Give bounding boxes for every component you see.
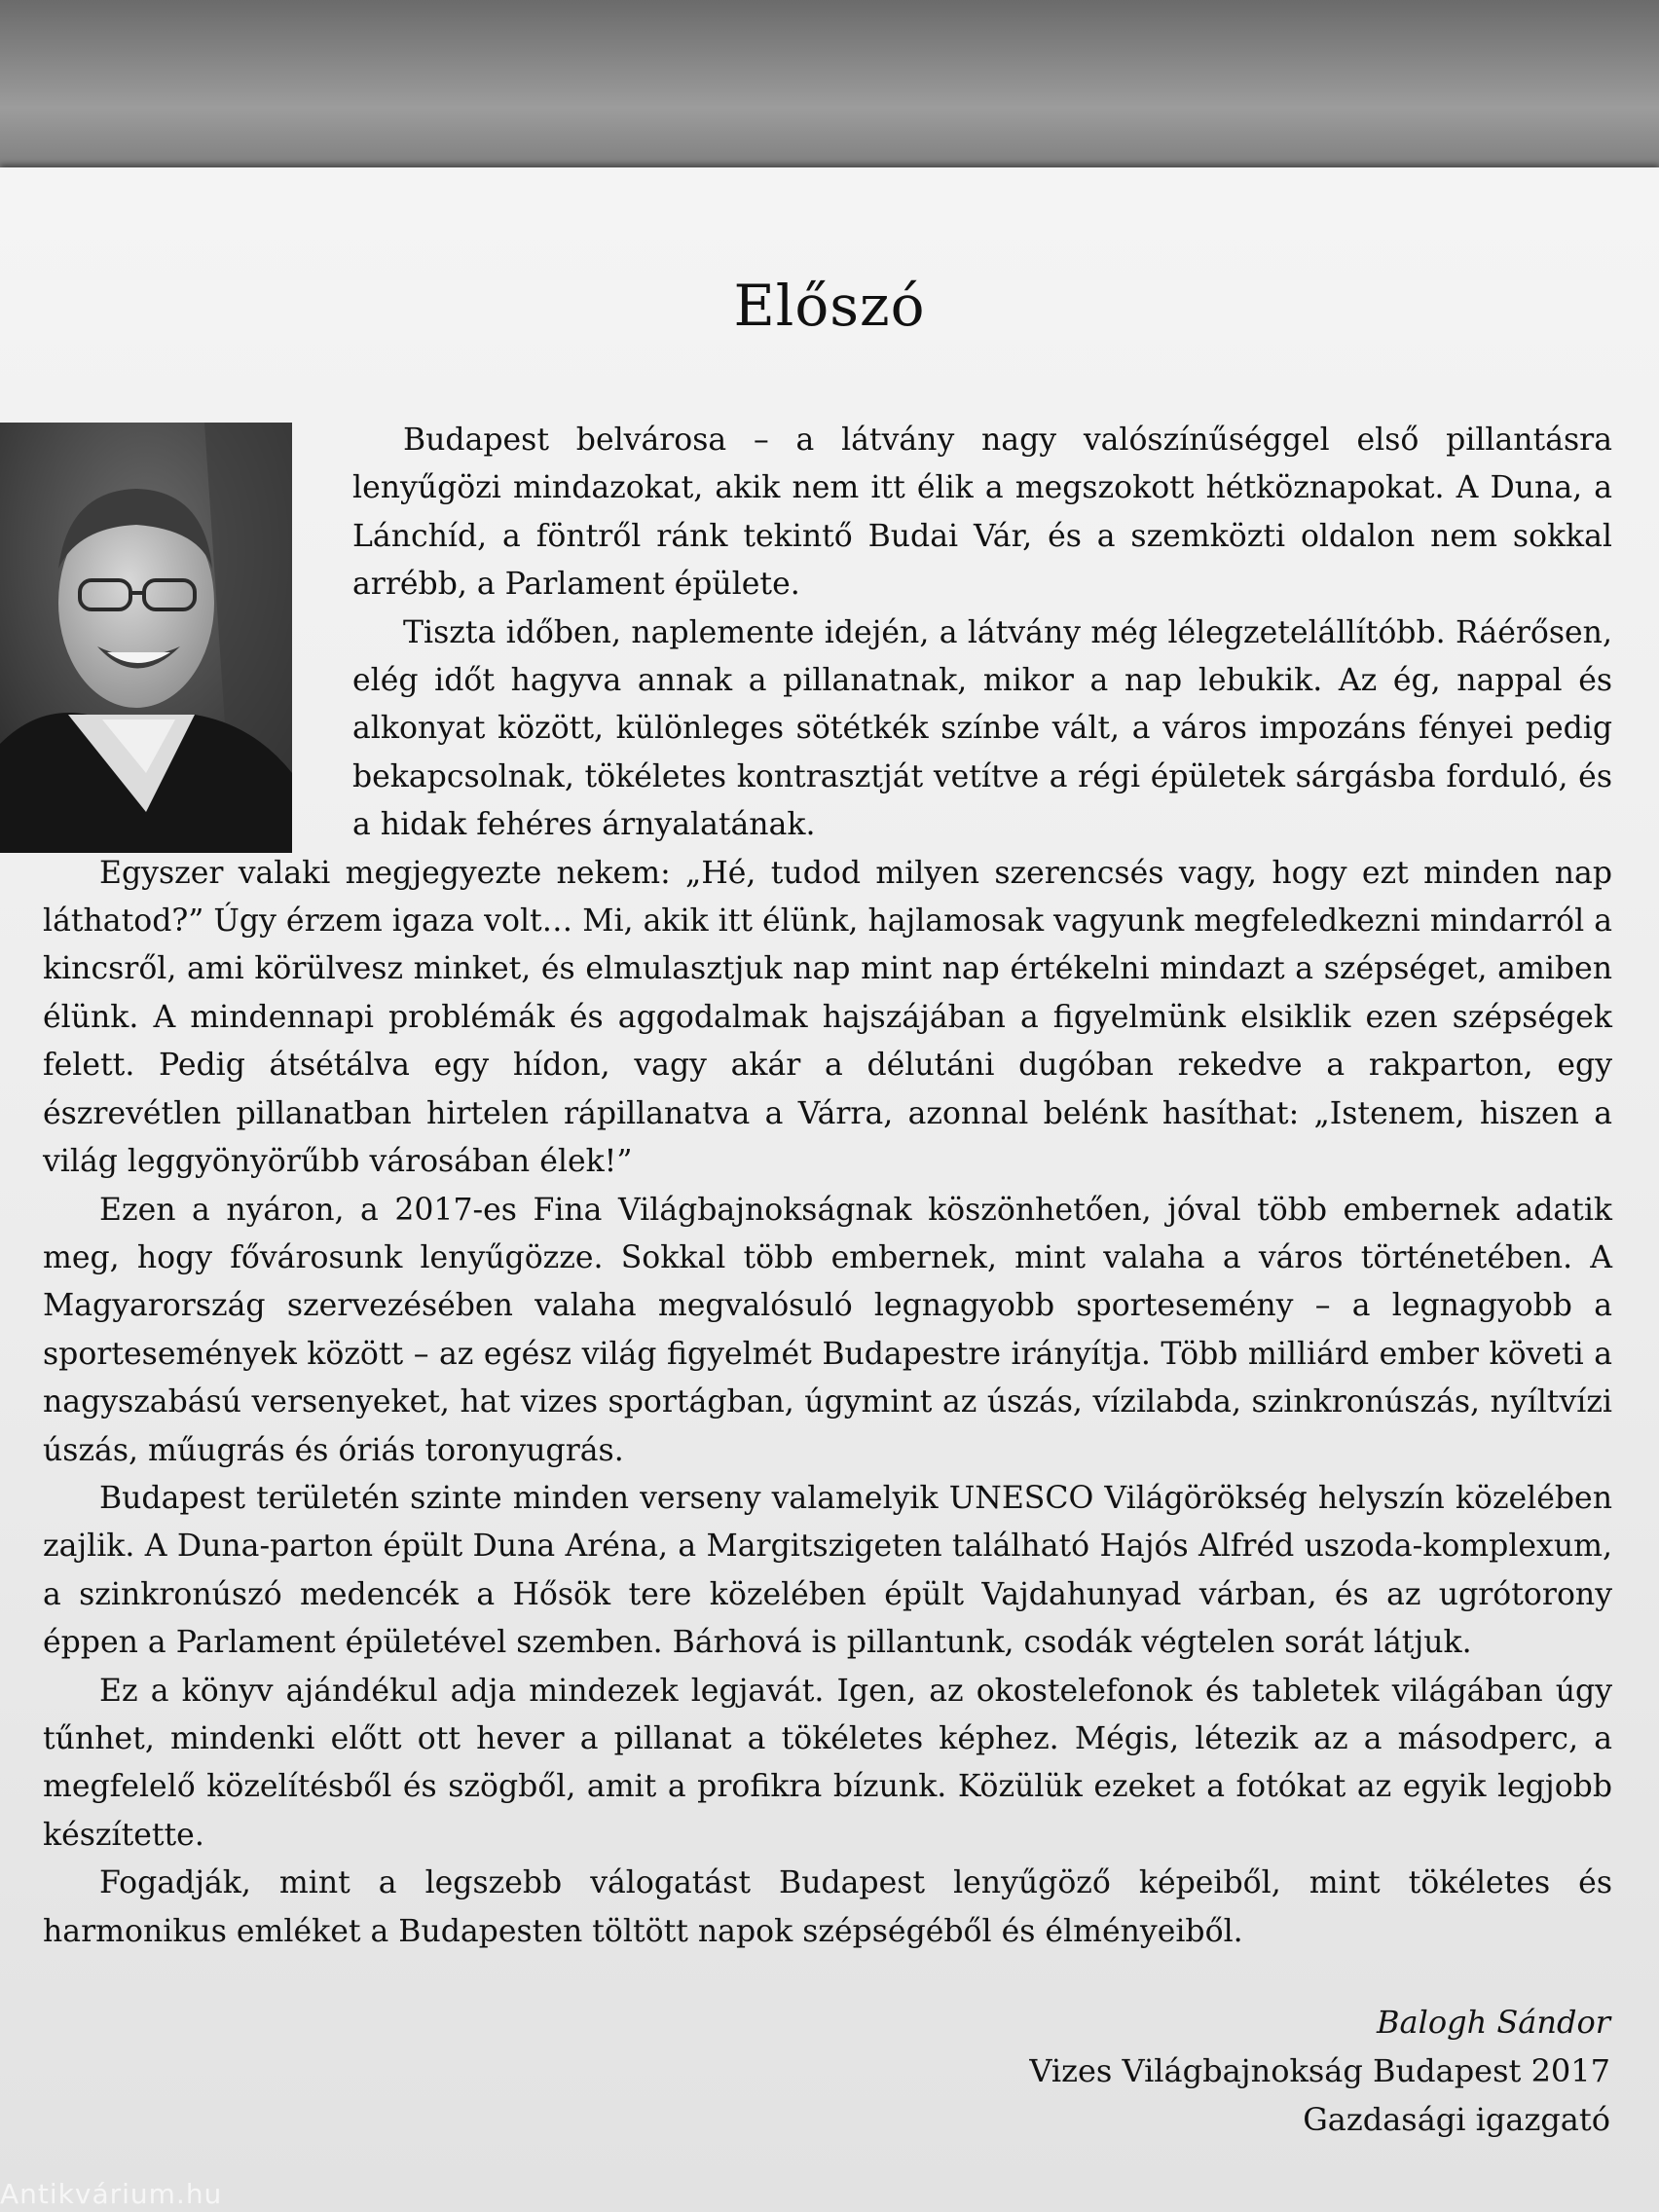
- author-event: Vizes Világbajnokság Budapest 2017: [1029, 2052, 1610, 2089]
- book-page: [0, 167, 1659, 2212]
- author-role: Gazdasági igazgató: [1303, 2101, 1610, 2138]
- page-title: Előszó: [733, 273, 926, 339]
- paragraph-1: Budapest belvárosa – a látvány nagy valószínűséggel első pillantásra lenyűgözi mindazokat, akik nem itt élik a megszokott hétköznapokat. A Duna, a Lánchíd, a föntről ránk tekintő Budai Vár, és a szemközti oldalon nem sokkal arrébb, a Parlament épülete.: [352, 423, 1612, 603]
- foreword-text: [43, 417, 1612, 1956]
- paragraph-4: Ezen a nyáron, a 2017-es Fina Világbajnokságnak köszönhetően, jóval több embernek adatik meg, hogy fővárosunk lenyűgözze. Sokkal több embernek, mint valaha a város történetében. A Magyarország szervezésében valaha megvalósuló legnagyobb sportesemény – a legnagyobb a sportesemények között – az egész világ figyelmét Budapestre irányítja. Több milliárd ember követi a nagyszabású versenyeket, hat vizes sportágban, úgymint az úszás, vízilabda, szinkronúszás, nyíltvízi úszás, műugrás és óriás toronyugrás.: [43, 1192, 1612, 1468]
- watermark: Antikvárium.hu: [0, 2178, 223, 2210]
- paragraph-6: Ez a könyv ajándékul adja mindezek legjavát. Igen, az okostelefonok és tabletek világában úgy tűnhet, mindenki előtt ott hever a pillanat a tökéletes képhez. Mégis, létezik az a másodperc, a megfelelő közelítésből és szögből, amit a profikra bízunk. Közülük ezeket a fotókat az egyik legjobb készítette.: [43, 1673, 1612, 1853]
- paragraph-2: Tiszta időben, naplemente idején, a látvány még lélegzetelállítóbb. Ráérősen, elég időt hagyva annak a pillanatnak, mikor a nap lebukik. Az ég, nappal és alkonyat között, különleges sötétkék színbe vált, a város impozáns fényei pedig bekapcsolnak, tökéletes kontrasztját vetítve a régi épületek sárgásba forduló, és a hidak fehéres árnyalatának.: [352, 614, 1612, 843]
- paragraph-5: Budapest területén szinte minden verseny valamelyik UNESCO Világörökség helyszín közelében zajlik. A Duna-parton épült Duna Aréna, a Margitszigeten található Hajós Alfréd uszoda-komplexum, a szinkronúszó medencék a Hősök tere közelében épült Vajdahunyad várban, és az ugrótorony éppen a Parlament épületével szemben. Bárhová is pillantunk, csodák végtelen sorát látjuk.: [43, 1480, 1612, 1661]
- table-surface: [0, 0, 1659, 180]
- paragraph-3: Egyszer valaki megjegyezte nekem: „Hé, tudod milyen szerencsés vagy, hogy ezt minden nap láthatod?” Úgy érzem igaza volt… Mi, akik itt élünk, hajlamosak vagyunk megfeledkezni mindarról a kincsről, ami körülvesz minket, és elmulasztjuk nap mint nap értékelni mindazt a szépséget, amiben élünk. A mindennapi problémák és aggodalmak hajszájában a figyelmünk elsiklik ezen szépségek felett. Pedig átsétálva egy hídon, vagy akár a délutáni dugóban rekedve a rakparton, egy észrevétlen pillanatban hirtelen rápillanatva a Várra, azonnal belénk hasíthat: „Istenem, hiszen a világ leggyönyörűbb városában élek!”: [43, 855, 1612, 1180]
- author-name: Balogh Sándor: [1376, 2004, 1610, 2041]
- paragraph-7: Fogadják, mint a legszebb válogatást Budapest lenyűgöző képeiből, mint tökéletes és harmonikus emléket a Budapesten töltött napok szépségéből és élményeiből.: [43, 1865, 1612, 1949]
- signature-block: [1029, 1998, 1610, 2144]
